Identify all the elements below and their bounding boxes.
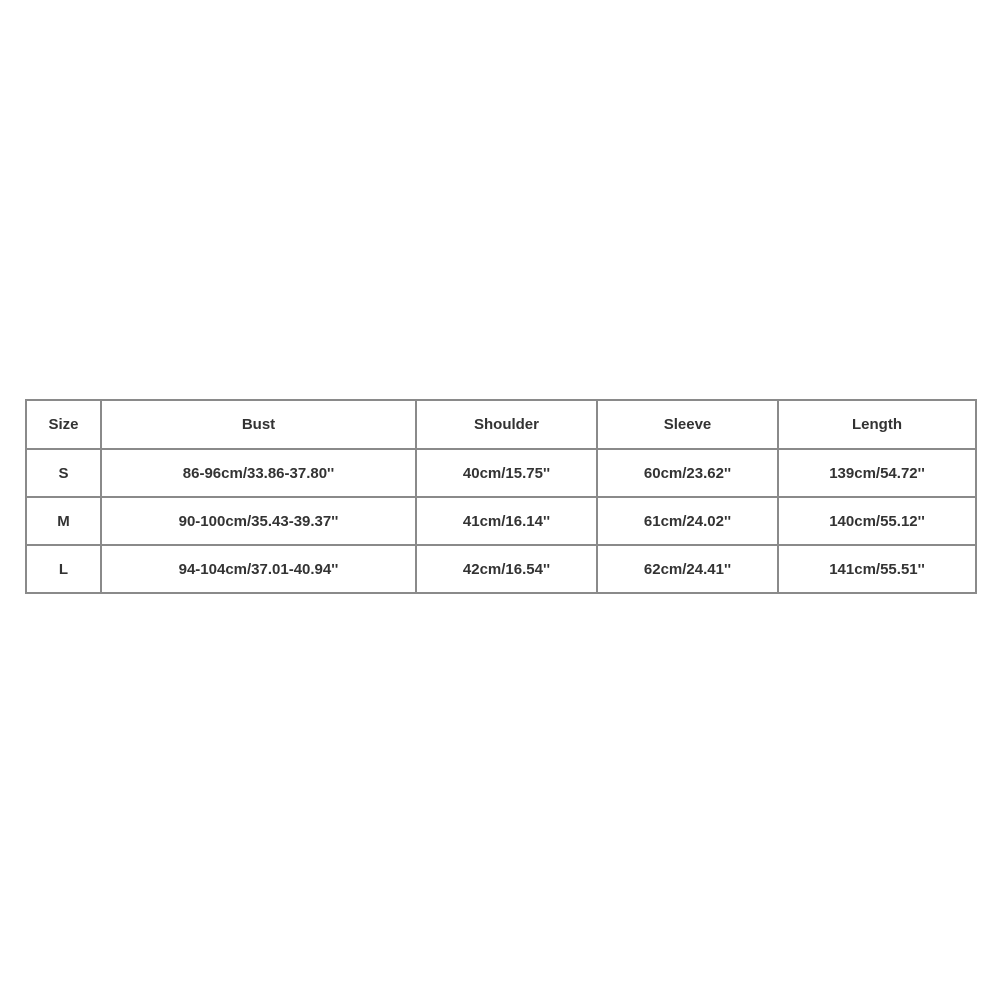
cell-bust: 94-104cm/37.01-40.94'' <box>101 545 416 593</box>
table-row <box>26 497 976 545</box>
cell-length: 139cm/54.72'' <box>778 449 976 497</box>
header-shoulder: Shoulder <box>416 400 597 449</box>
table-row <box>26 545 976 593</box>
cell-shoulder: 41cm/16.14'' <box>416 497 597 545</box>
cell-size: M <box>26 497 101 545</box>
cell-shoulder: 42cm/16.54'' <box>416 545 597 593</box>
header-sleeve: Sleeve <box>597 400 778 449</box>
cell-sleeve: 60cm/23.62'' <box>597 449 778 497</box>
header-bust: Bust <box>101 400 416 449</box>
header-size: Size <box>26 400 101 449</box>
table-header-row <box>26 400 976 449</box>
cell-size: S <box>26 449 101 497</box>
cell-sleeve: 61cm/24.02'' <box>597 497 778 545</box>
cell-bust: 90-100cm/35.43-39.37'' <box>101 497 416 545</box>
cell-shoulder: 40cm/15.75'' <box>416 449 597 497</box>
cell-sleeve: 62cm/24.41'' <box>597 545 778 593</box>
size-chart-table <box>25 399 977 594</box>
table-row <box>26 449 976 497</box>
header-length: Length <box>778 400 976 449</box>
cell-length: 141cm/55.51'' <box>778 545 976 593</box>
cell-length: 140cm/55.12'' <box>778 497 976 545</box>
cell-bust: 86-96cm/33.86-37.80'' <box>101 449 416 497</box>
cell-size: L <box>26 545 101 593</box>
